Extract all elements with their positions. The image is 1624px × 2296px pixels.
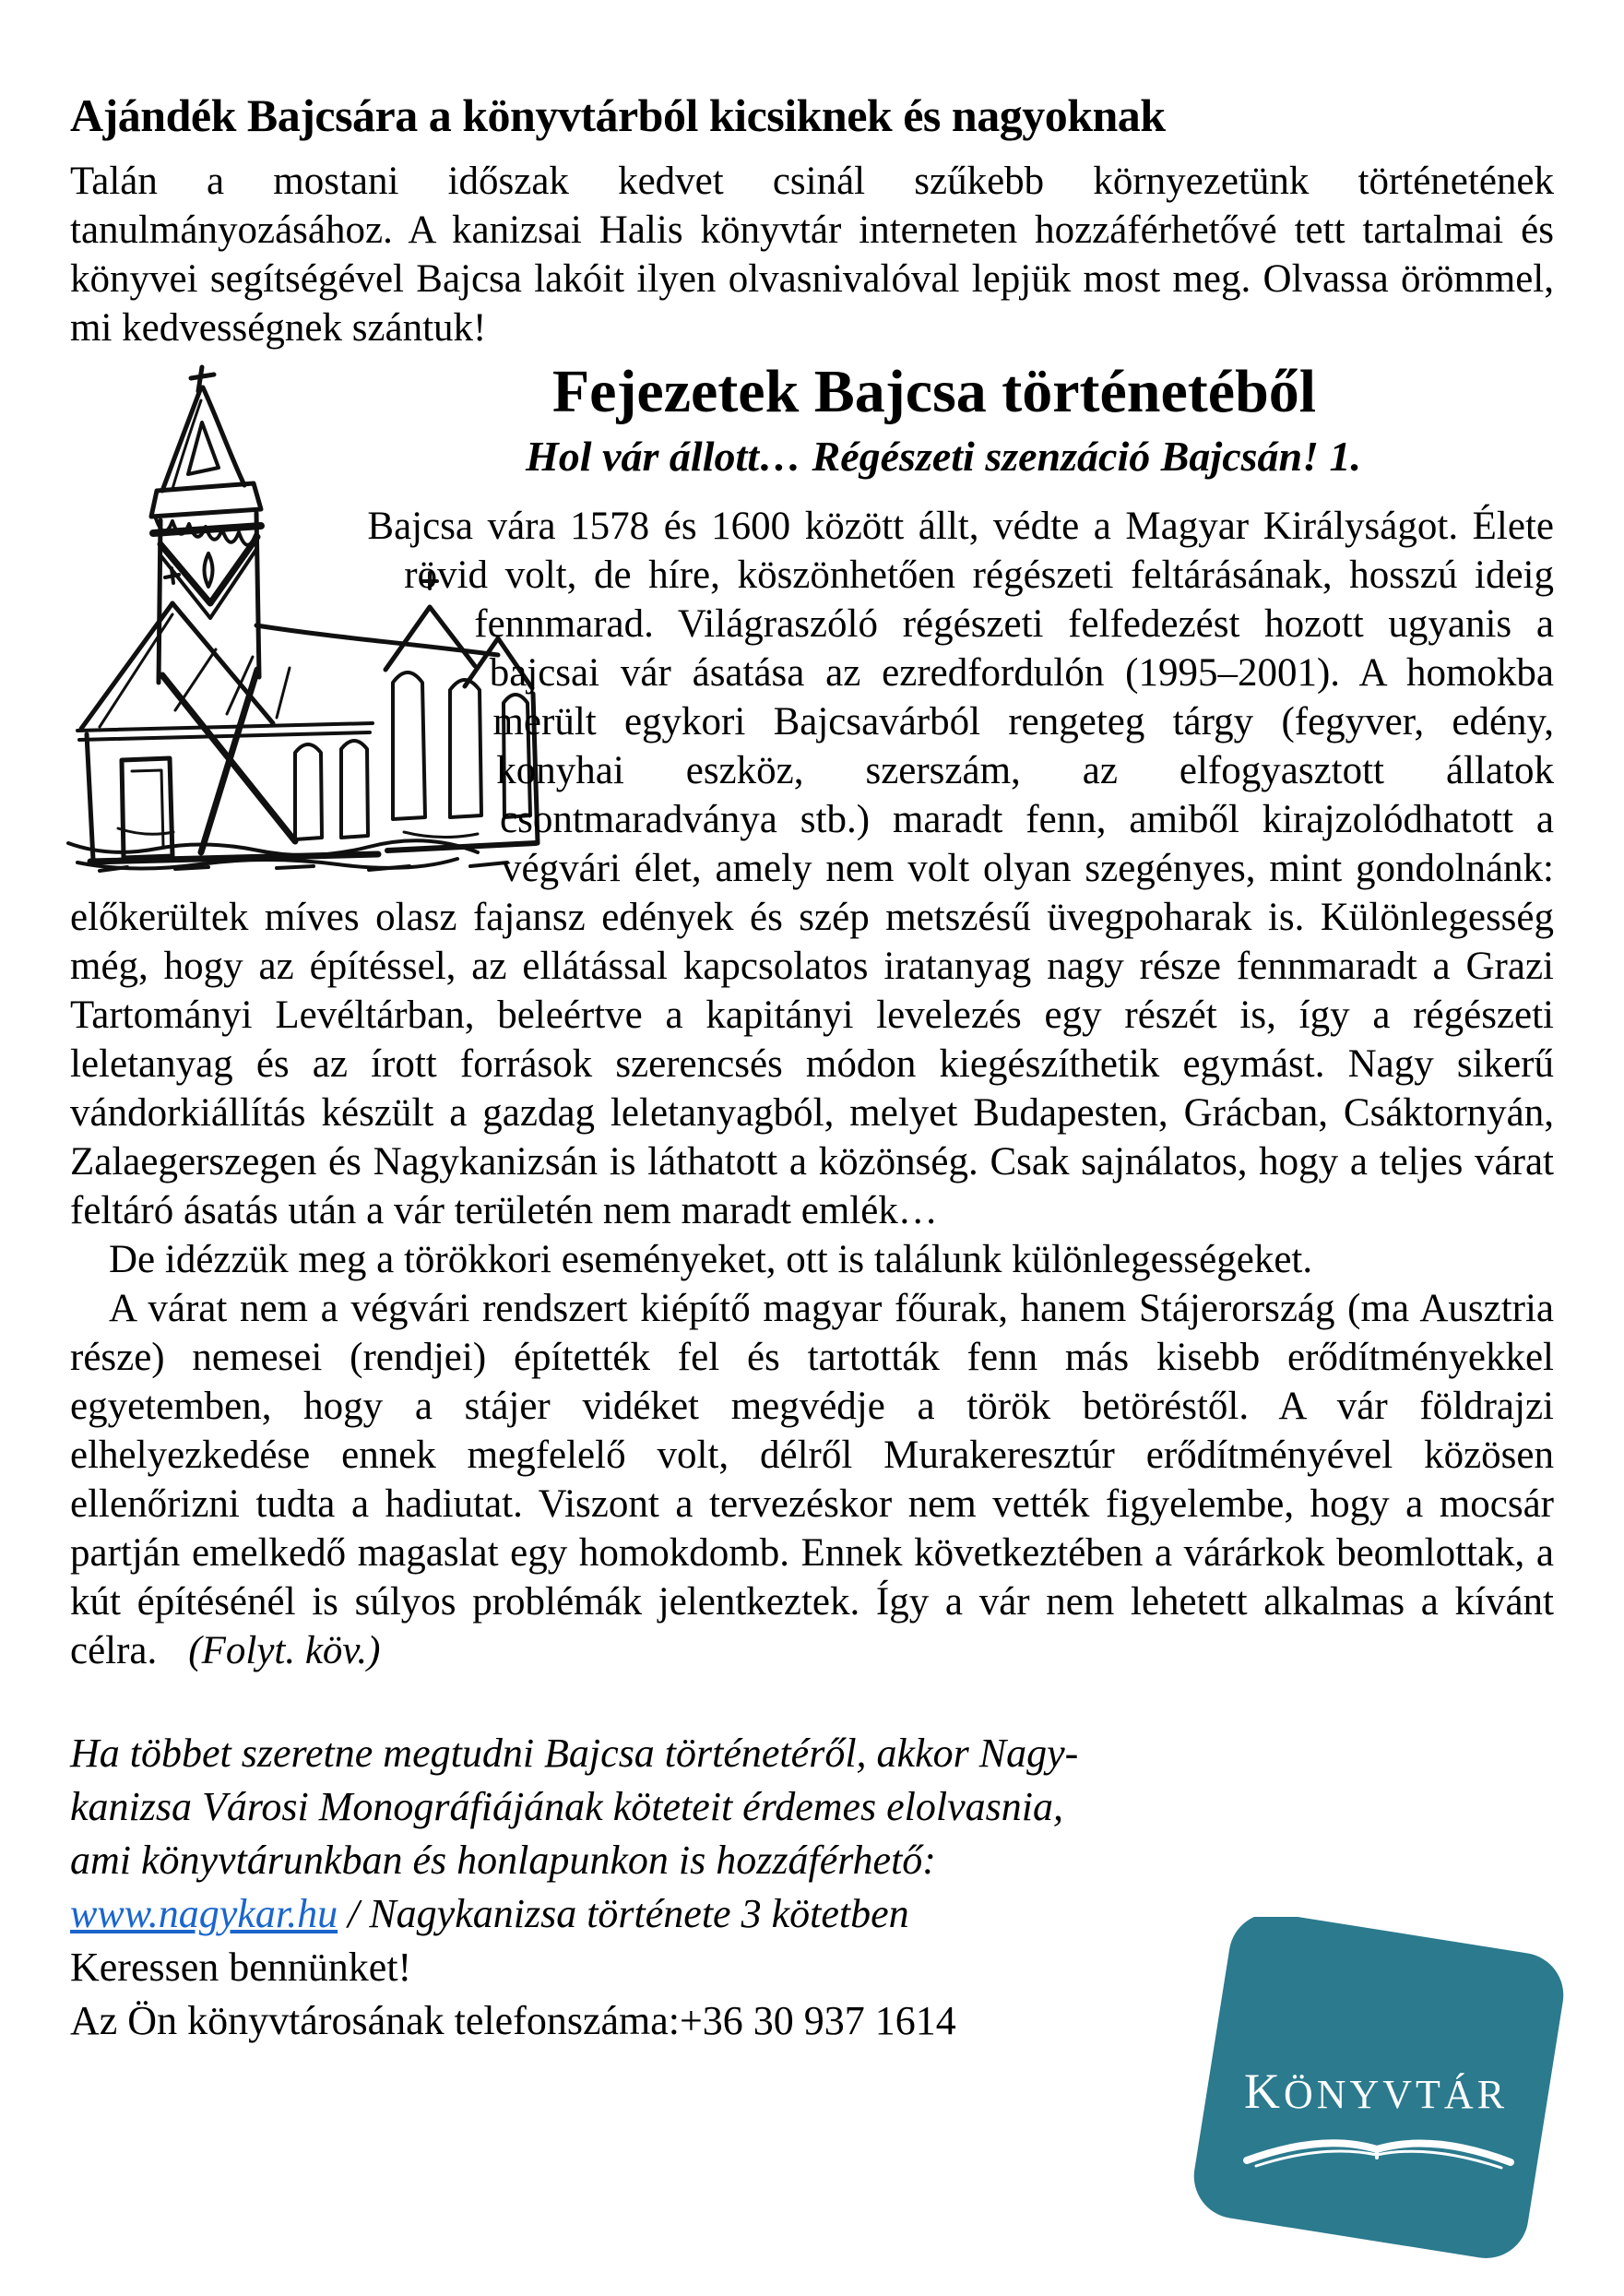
body-paragraph-3-text: A várat nem a végvári rendszert kiépítő magyar főurak, hanem Stájerország (ma Ausztria része) nemesei (rendjei) építették fel és tartották fenn más kisebb erődítményekkel egyetemben, hogy a stájer vidéket megvédje a török betöréstől. A vár földrajzi elhelyezkedése ennek megfelelő volt, délről Murakeresztúr erődítményével közösen ellenőrizni tudta a hadiutat. Viszont a tervezéskor nem vették figyelembe, hogy a mocsár partján emelkedő magaslat egy homokdomb. Ennek következtében a várárkok beomlottak, a kút építésénél is súlyos problémák jelentkeztek. Így a vár nem lehetett alkalmas a kívánt célra. (70, 1287, 1554, 1672)
library-logo (1182, 1917, 1588, 2286)
page-title: Ajándék Bajcsára a könyvtárból kicsiknek és nagyoknak (70, 89, 1166, 141)
footer (70, 1727, 1168, 2048)
footer-promo-line-2: kanizsa Városi Monográfiájának köteteit érdemes elolvasnia, (70, 1784, 1064, 1829)
footer-link-line (70, 1887, 1168, 1941)
article-subheading: Hol vár állott… Régészeti szenzáció Bajcsán! 1. (526, 433, 1361, 480)
footer-contact-line-2: Az Ön könyvtárosának telefonszáma:+36 30 937 1614 (70, 1998, 956, 2043)
article-heading: Fejezetek Bajcsa történetéből (551, 358, 1317, 425)
footer-link-suffix: / Nagykanizsa története 3 kötetben (338, 1891, 909, 1936)
body-paragraph-2: De idézzük meg a törökkori eseményeket, ott is találunk különlegességeket. (109, 1238, 1313, 1281)
nagykar-link[interactable]: www.nagykar.hu (70, 1891, 338, 1936)
article (70, 358, 1554, 1675)
footer-promo-line-3: ami könyvtárunkban és honlapunkon is hozzáférhető: (70, 1838, 936, 1883)
footer-contact-line-1: Keressen bennünket! (70, 1945, 412, 1990)
intro-paragraph: Talán a mostani időszak kedvet csinál szűkebb környezetünk történetének tanulmányozásához. A kanizsai Halis könyvtár interneten hozzáférhetővé tett tartalmai és könyvei segítségével Bajcsa lakóit ilyen olvasnivalóval lepjük most meg. Olvassa örömmel, mi kedvességnek szántuk! (70, 160, 1554, 350)
body-paragraph-3 (70, 1284, 1554, 1675)
library-logo-text: KÖNYVTÁR (1243, 2064, 1509, 2119)
continuation-note: (Folyt. köv.) (188, 1629, 381, 1672)
footer-promo-line-1: Ha többet szeretne megtudni Bajcsa történetéről, akkor Nagy- (70, 1731, 1079, 1776)
body-paragraph-1: Bajcsa vára 1578 és 1600 között állt, védte a Magyar Királyságot. Élete rövid volt, de híre, köszönhetően régészeti feltárásának, hosszú ideig fennmarad. Világraszóló régészeti felfedezést hozott ugyanis a bajcsai vár ásatása az ezredfordulón (1995–2001). A homokba merült egykori Bajcsavárból rengeteg tárgy (fegyver, edény, konyhai eszköz, szerszám, az elfogyasztott állatok csontmaradványa stb.) maradt fenn, amiből kirajzolódhatott a végvári élet, amely nem volt olyan szegényes, mint gondolnánk: előkerültek míves olasz fajansz edények és szép metszésű üvegpoharak is. Különlegesség még, hogy az építéssel, az ellátással kapcsolatos iratanyag nagy része fennmaradt a Grazi Tartományi Levéltárban, beleértve a kapitányi levelezés egy részét is, így a régészeti leletanyag és az írott források szerencsés módon kiegészíthetik egymást. Nagy sikerű vándorkiállítás készült a gazdag leletanyagból, melyet Budapesten, Grácban, Csáktornyán, Zalaegerszegen és Nagykanizsán is láthatott a közönség. Csak sajnálatos, hogy a teljes várat feltáró ásatás után a vár területén nem maradt emlék… (70, 505, 1554, 1232)
